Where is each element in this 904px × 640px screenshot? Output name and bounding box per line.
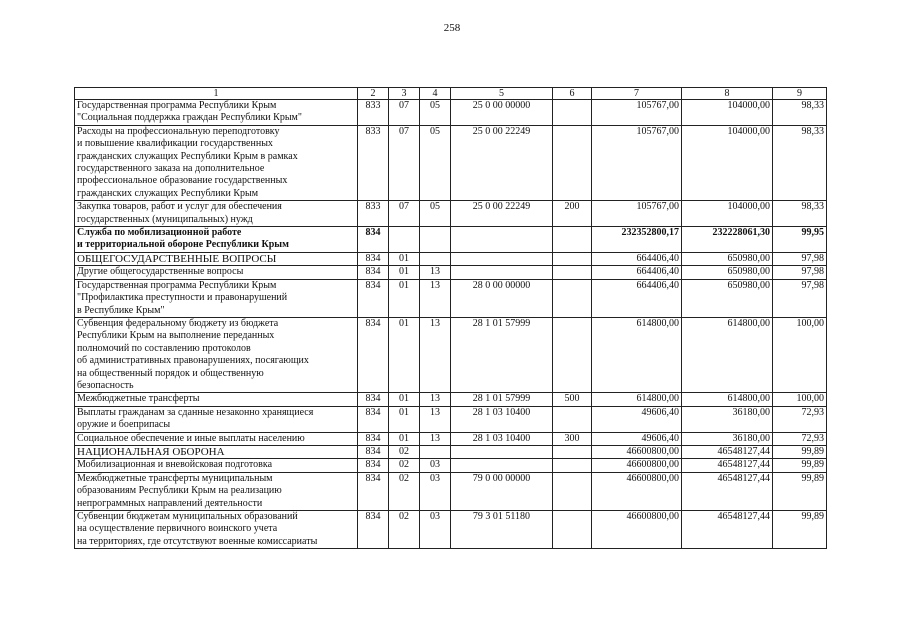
target-article-cell: 79 3 01 51180: [451, 511, 553, 549]
execution-percent-cell: 97,98: [773, 266, 827, 279]
row-name-cell: Межбюджетные трансферты: [75, 393, 358, 406]
planned-amount-cell: 105767,00: [592, 201, 682, 227]
planned-amount-cell: 614800,00: [592, 317, 682, 392]
executed-amount-cell: 650980,00: [682, 279, 773, 317]
target-article-cell: [451, 445, 553, 458]
execution-percent-cell: 100,00: [773, 317, 827, 392]
row-name-cell: Субвенции бюджетам муниципальных образований на осуществление первичного воинского учета на территориях, где отсутствуют военные комиссариаты: [75, 511, 358, 549]
row-name-cell: НАЦИОНАЛЬНАЯ ОБОРОНА: [75, 445, 358, 458]
executed-amount-cell: 650980,00: [682, 266, 773, 279]
execution-percent-cell: 99,89: [773, 511, 827, 549]
budget-table: [74, 87, 827, 549]
table-row: [75, 252, 827, 265]
executed-amount-cell: 46548127,44: [682, 459, 773, 472]
expense-type-cell: [553, 459, 592, 472]
subsection-code-cell: [420, 227, 451, 253]
planned-amount-cell: 46600800,00: [592, 459, 682, 472]
section-code-cell: 01: [389, 252, 420, 265]
ministry-code-cell: 834: [358, 279, 389, 317]
subsection-code-cell: 13: [420, 266, 451, 279]
planned-amount-cell: 49606,40: [592, 432, 682, 445]
section-code-cell: 01: [389, 279, 420, 317]
expense-type-cell: [553, 406, 592, 432]
planned-amount-cell: 46600800,00: [592, 445, 682, 458]
planned-amount-cell: 664406,40: [592, 279, 682, 317]
table-row: [75, 406, 827, 432]
subsection-code-cell: 13: [420, 406, 451, 432]
page-number: 258: [443, 22, 461, 34]
section-code-cell: 01: [389, 317, 420, 392]
planned-amount-cell: 49606,40: [592, 406, 682, 432]
expense-type-cell: [553, 472, 592, 510]
ministry-code-cell: 834: [358, 511, 389, 549]
execution-percent-cell: 98,33: [773, 201, 827, 227]
planned-amount-cell: 664406,40: [592, 266, 682, 279]
table-row: [75, 227, 827, 253]
target-article-cell: 25 0 00 00000: [451, 100, 553, 126]
planned-amount-cell: 105767,00: [592, 100, 682, 126]
subsection-code-cell: 03: [420, 511, 451, 549]
table-header-row: [75, 88, 827, 100]
execution-percent-cell: 99,95: [773, 227, 827, 253]
target-article-cell: [451, 227, 553, 253]
execution-percent-cell: 99,89: [773, 459, 827, 472]
table-row: [75, 100, 827, 126]
expense-type-cell: [553, 445, 592, 458]
subsection-code-cell: [420, 445, 451, 458]
row-name-cell: Межбюджетные трансферты муниципальным образованиям Республики Крым на реализацию непрограммных направлений деятельности: [75, 472, 358, 510]
row-name-cell: Мобилизационная и вневойсковая подготовка: [75, 459, 358, 472]
table-row: [75, 432, 827, 445]
ministry-code-cell: 834: [358, 406, 389, 432]
execution-percent-cell: 98,33: [773, 100, 827, 126]
target-article-cell: [451, 266, 553, 279]
ministry-code-cell: 834: [358, 445, 389, 458]
ministry-code-cell: 834: [358, 472, 389, 510]
target-article-cell: 28 1 03 10400: [451, 406, 553, 432]
planned-amount-cell: 664406,40: [592, 252, 682, 265]
row-name-cell: Государственная программа Республики Крым "Профилактика преступности и правонарушений в Республике Крым": [75, 279, 358, 317]
planned-amount-cell: 105767,00: [592, 125, 682, 200]
column-header-5: 5: [451, 88, 553, 100]
table-row: [75, 472, 827, 510]
target-article-cell: [451, 459, 553, 472]
row-name-cell: Выплаты гражданам за сданные незаконно хранящиеся оружие и боеприпасы: [75, 406, 358, 432]
row-name-cell: Закупка товаров, работ и услуг для обеспечения государственных (муниципальных) нужд: [75, 201, 358, 227]
expense-type-cell: [553, 279, 592, 317]
target-article-cell: 28 0 00 00000: [451, 279, 553, 317]
expense-type-cell: [553, 100, 592, 126]
ministry-code-cell: 833: [358, 100, 389, 126]
row-name-cell: Субвенция федеральному бюджету из бюджета Республики Крым на выполнение переданных полномочий по составлению протоколов об административных правонарушениях, посягающих на общественный порядок и общественную безопасность: [75, 317, 358, 392]
expense-type-cell: 200: [553, 201, 592, 227]
execution-percent-cell: 99,89: [773, 472, 827, 510]
section-code-cell: 07: [389, 125, 420, 200]
section-code-cell: 01: [389, 406, 420, 432]
ministry-code-cell: 834: [358, 227, 389, 253]
section-code-cell: 01: [389, 393, 420, 406]
target-article-cell: 25 0 00 22249: [451, 125, 553, 200]
table-row: [75, 393, 827, 406]
subsection-code-cell: 13: [420, 279, 451, 317]
ministry-code-cell: 834: [358, 266, 389, 279]
section-code-cell: 02: [389, 459, 420, 472]
executed-amount-cell: 650980,00: [682, 252, 773, 265]
subsection-code-cell: 13: [420, 317, 451, 392]
executed-amount-cell: 46548127,44: [682, 445, 773, 458]
column-header-7: 7: [592, 88, 682, 100]
section-code-cell: 01: [389, 432, 420, 445]
table-row: [75, 279, 827, 317]
execution-percent-cell: 72,93: [773, 406, 827, 432]
ministry-code-cell: 834: [358, 393, 389, 406]
section-code-cell: [389, 227, 420, 253]
target-article-cell: [451, 252, 553, 265]
subsection-code-cell: 13: [420, 393, 451, 406]
execution-percent-cell: 97,98: [773, 279, 827, 317]
ministry-code-cell: 834: [358, 432, 389, 445]
expense-type-cell: 300: [553, 432, 592, 445]
expense-type-cell: [553, 227, 592, 253]
expense-type-cell: [553, 511, 592, 549]
expense-type-cell: [553, 266, 592, 279]
column-header-6: 6: [553, 88, 592, 100]
subsection-code-cell: 03: [420, 459, 451, 472]
expense-type-cell: [553, 125, 592, 200]
executed-amount-cell: 614800,00: [682, 317, 773, 392]
table-row: [75, 125, 827, 200]
planned-amount-cell: 46600800,00: [592, 511, 682, 549]
section-code-cell: 02: [389, 472, 420, 510]
section-code-cell: 07: [389, 201, 420, 227]
section-code-cell: 02: [389, 445, 420, 458]
table-row: [75, 511, 827, 549]
expense-type-cell: [553, 317, 592, 392]
row-name-cell: Расходы на профессиональную переподготовку и повышение квалификации государственных гражданских служащих Республики Крым в рамках государственного заказа на дополнительное профессиональное образование государственных гражданских служащих Республики Крым: [75, 125, 358, 200]
planned-amount-cell: 46600800,00: [592, 472, 682, 510]
row-name-cell: ОБЩЕГОСУДАРСТВЕННЫЕ ВОПРОСЫ: [75, 252, 358, 265]
planned-amount-cell: 232352800,17: [592, 227, 682, 253]
executed-amount-cell: 614800,00: [682, 393, 773, 406]
executed-amount-cell: 104000,00: [682, 125, 773, 200]
executed-amount-cell: 46548127,44: [682, 511, 773, 549]
subsection-code-cell: [420, 252, 451, 265]
executed-amount-cell: 104000,00: [682, 201, 773, 227]
section-code-cell: 02: [389, 511, 420, 549]
column-header-4: 4: [420, 88, 451, 100]
target-article-cell: 28 1 01 57999: [451, 317, 553, 392]
subsection-code-cell: 05: [420, 125, 451, 200]
section-code-cell: 07: [389, 100, 420, 126]
ministry-code-cell: 833: [358, 201, 389, 227]
executed-amount-cell: 46548127,44: [682, 472, 773, 510]
execution-percent-cell: 72,93: [773, 432, 827, 445]
expense-type-cell: [553, 252, 592, 265]
column-header-9: 9: [773, 88, 827, 100]
section-code-cell: 01: [389, 266, 420, 279]
column-header-3: 3: [389, 88, 420, 100]
executed-amount-cell: 104000,00: [682, 100, 773, 126]
row-name-cell: Служба по мобилизационной работе и территориальной обороне Республики Крым: [75, 227, 358, 253]
row-name-cell: Другие общегосударственные вопросы: [75, 266, 358, 279]
planned-amount-cell: 614800,00: [592, 393, 682, 406]
expense-type-cell: 500: [553, 393, 592, 406]
ministry-code-cell: 834: [358, 317, 389, 392]
executed-amount-cell: 36180,00: [682, 432, 773, 445]
execution-percent-cell: 98,33: [773, 125, 827, 200]
execution-percent-cell: 97,98: [773, 252, 827, 265]
ministry-code-cell: 834: [358, 252, 389, 265]
row-name-cell: Государственная программа Республики Крым "Социальная поддержка граждан Республики Крым": [75, 100, 358, 126]
table-row: [75, 201, 827, 227]
subsection-code-cell: 05: [420, 100, 451, 126]
ministry-code-cell: 833: [358, 125, 389, 200]
subsection-code-cell: 03: [420, 472, 451, 510]
execution-percent-cell: 99,89: [773, 445, 827, 458]
executed-amount-cell: 36180,00: [682, 406, 773, 432]
column-header-1: 1: [75, 88, 358, 100]
target-article-cell: 25 0 00 22249: [451, 201, 553, 227]
target-article-cell: 28 1 03 10400: [451, 432, 553, 445]
subsection-code-cell: 05: [420, 201, 451, 227]
ministry-code-cell: 834: [358, 459, 389, 472]
table-row: [75, 459, 827, 472]
executed-amount-cell: 232228061,30: [682, 227, 773, 253]
target-article-cell: 28 1 01 57999: [451, 393, 553, 406]
table-row: [75, 266, 827, 279]
column-header-2: 2: [358, 88, 389, 100]
table-row: [75, 445, 827, 458]
target-article-cell: 79 0 00 00000: [451, 472, 553, 510]
execution-percent-cell: 100,00: [773, 393, 827, 406]
table-row: [75, 317, 827, 392]
column-header-8: 8: [682, 88, 773, 100]
subsection-code-cell: 13: [420, 432, 451, 445]
row-name-cell: Социальное обеспечение и иные выплаты населению: [75, 432, 358, 445]
